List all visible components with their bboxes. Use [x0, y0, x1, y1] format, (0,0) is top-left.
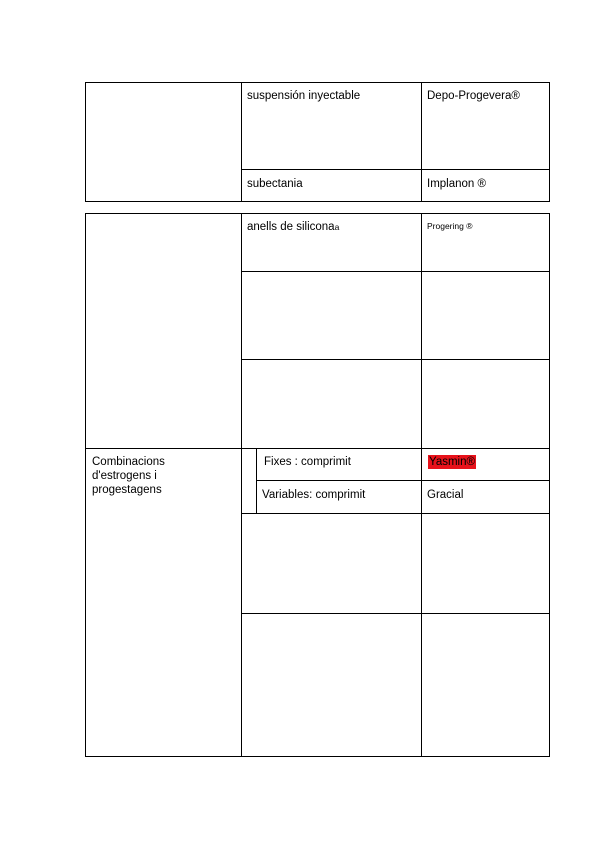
bottom-table-row-divider-6: [241, 613, 550, 614]
top-table-border-right: [549, 82, 550, 202]
method-cell-silicone-rings: [247, 220, 339, 234]
bottom-table-row-divider-1: [241, 271, 550, 272]
bottom-table-border-bottom: [85, 756, 550, 757]
method-cell-injectable: suspensión inyectable: [247, 90, 361, 102]
brand-cell-gracial: Gracial: [427, 489, 464, 501]
brand-cell-yasmin: Yasmin®: [429, 456, 475, 468]
bottom-table-col-divider-2: [421, 213, 422, 757]
bottom-table-row-divider-3: [85, 448, 550, 449]
top-table-col-divider-2: [421, 82, 422, 202]
bottom-table-border-right: [549, 213, 550, 757]
bottom-table-border-left: [85, 213, 86, 757]
brand-cell-progering: Progering ®: [427, 221, 473, 231]
brand-cell-implanon: Implanon ®: [427, 178, 486, 190]
ring-superscript: a: [334, 222, 340, 232]
top-table-border-top: [85, 82, 550, 83]
top-table-col-divider-1: [241, 82, 242, 202]
ring-method-text: anells de silicona: [247, 221, 335, 233]
bottom-table-border-top: [85, 213, 550, 214]
method-cell-subcutaneous: subectania: [247, 178, 303, 190]
bottom-table-col-divider-1: [241, 213, 242, 757]
bottom-table-row-divider-2: [241, 359, 550, 360]
bottom-table-subcol-divider: [256, 448, 257, 514]
method-cell-fixed: Fixes : comprimit: [264, 456, 351, 468]
top-table-border-bottom: [85, 201, 550, 202]
brand-cell-depo-progevera: Depo-Progevera®: [427, 90, 520, 102]
bottom-table-row-divider-4: [256, 480, 550, 481]
combination-label: Combinacions d'estrogens i progestagens: [92, 456, 165, 496]
top-table-row-divider: [241, 169, 550, 170]
method-cell-variable: Variables: comprimit: [262, 489, 366, 501]
top-table-border-left: [85, 82, 86, 202]
bottom-table-row-divider-5: [241, 513, 550, 514]
